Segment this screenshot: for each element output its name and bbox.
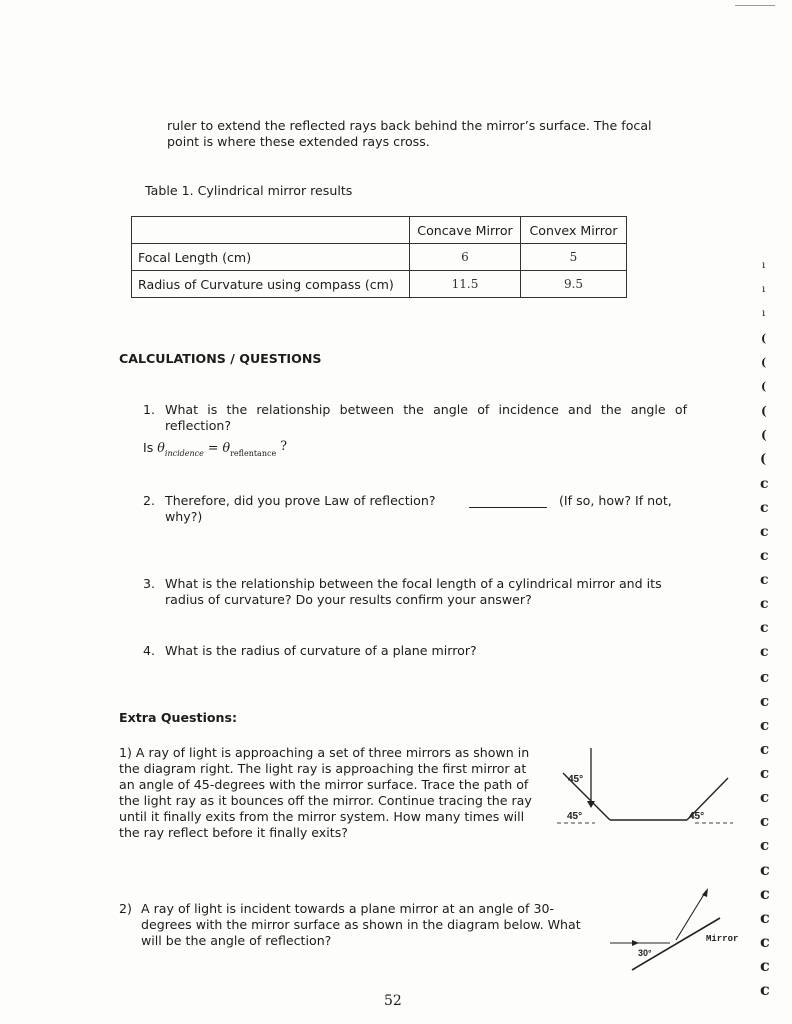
extra-1-line-4: the light ray as it bounces off the mirror. Continue tracing the ray (119, 793, 532, 808)
cell-radius-convex: 9.5 (521, 271, 627, 298)
binder-marks (758, 250, 782, 1020)
binder-mark: c (760, 956, 770, 975)
cell-radius-concave: 11.5 (410, 271, 521, 298)
extra-2-number: 2) (119, 901, 132, 916)
margin-rule (735, 5, 775, 6)
label-mirror: Mirror (706, 934, 739, 944)
q3-line-2: radius of curvature? Do your results confirm your answer? (165, 592, 532, 607)
incident-ray-arrow (632, 940, 639, 946)
eq-question-mark: ? (280, 438, 287, 453)
q2-line-2: why?) (165, 509, 203, 524)
label-45-right: 45° (689, 811, 705, 822)
extra-1-line-5: until it finally exits from the mirror system. How many times will (119, 809, 525, 824)
q2-line-1a: Therefore, did you prove Law of reflection? (165, 493, 436, 508)
binder-mark: c (760, 548, 769, 564)
q3-number: 3. (143, 576, 156, 591)
binder-mark: ı (762, 308, 766, 319)
table-row (132, 244, 627, 271)
binder-mark: ( (761, 356, 767, 369)
table-header-blank (132, 217, 410, 244)
plane-mirror-diagram (610, 885, 760, 975)
extra-2-line-2: degrees with the mirror surface as shown in the diagram below. What (141, 917, 581, 932)
intro-line-2: point is where these extended rays cross. (167, 134, 430, 149)
label-45-top: 45° (568, 774, 584, 785)
row-label-focal: Focal Length (cm) (132, 244, 410, 271)
binder-mark: ( (760, 452, 767, 467)
cell-focal-convex: 5 (521, 244, 627, 271)
table-caption: Table 1. Cylindrical mirror results (145, 183, 353, 198)
cell-focal-concave: 6 (410, 244, 521, 271)
binder-mark: c (760, 500, 769, 516)
intro-line-1: ruler to extend the reflected rays back behind the mirror’s surface. The focal (167, 118, 652, 133)
extra-title: Extra Questions: (119, 710, 238, 725)
binder-mark: c (760, 860, 770, 879)
extra-1-line-2: the diagram right. The light ray is approaching the first mirror at (119, 761, 527, 776)
label-45-left: 45° (567, 811, 583, 822)
eq-theta-reflection: θ (222, 440, 231, 455)
results-table (131, 216, 627, 298)
eq-is: Is (143, 440, 154, 455)
extra-1-line-1: 1) A ray of light is approaching a set of three mirrors as shown in (119, 745, 530, 760)
q1-number: 1. (143, 402, 156, 417)
binder-mark: c (760, 788, 770, 806)
binder-mark: c (760, 668, 770, 686)
table-header-row (132, 217, 627, 244)
binder-mark: c (760, 644, 769, 660)
extra-question-1 (119, 745, 532, 841)
extra-2-line-3: will be the angle of reflection? (141, 933, 332, 948)
reflected-ray (676, 891, 706, 940)
binder-mark: c (760, 476, 769, 492)
binder-mark: c (760, 812, 770, 830)
eq-theta-incidence: θ (157, 440, 165, 455)
table-row (132, 271, 627, 298)
binder-mark: c (760, 884, 770, 903)
section-title: CALCULATIONS / QUESTIONS (119, 351, 322, 366)
binder-mark: c (760, 692, 770, 710)
binder-mark: c (760, 980, 770, 999)
binder-mark: ı (762, 260, 766, 271)
binder-mark: c (760, 764, 770, 782)
binder-mark: ( (761, 404, 767, 418)
table-header-convex: Convex Mirror (521, 217, 627, 244)
extra-1-line-3: an angle of 45-degrees with the mirror surface. Trace the path of (119, 777, 529, 792)
intro-text (167, 118, 652, 150)
extra-1-line-6: the ray reflect before it finally exits? (119, 825, 348, 840)
eq-sub-incidence: incidence (164, 449, 204, 458)
q2-answer-blank[interactable] (469, 507, 547, 508)
binder-mark: c (760, 932, 770, 951)
q4-line-1: What is the radius of curvature of a plane mirror? (165, 643, 477, 658)
binder-mark: c (760, 572, 769, 588)
label-30-degrees: 30° (638, 948, 652, 958)
q1-line-1: What is the relationship between the angle of incidence and the angle of (165, 402, 687, 417)
q3-line-1: What is the relationship between the focal length of a cylindrical mirror and its (165, 576, 662, 591)
row-label-radius: Radius of Curvature using compass (cm) (132, 271, 410, 298)
binder-mark: c (760, 596, 769, 612)
extra-question-2 (141, 901, 581, 949)
three-mirror-diagram (555, 745, 735, 835)
binder-mark: ( (761, 380, 767, 393)
binder-mark: c (760, 740, 770, 758)
table-header-concave: Concave Mirror (410, 217, 521, 244)
eq-sub-reflection: reflentance (230, 449, 277, 458)
binder-mark: c (760, 836, 770, 854)
binder-mark: ( (761, 332, 767, 345)
binder-mark: ( (761, 428, 767, 442)
q4-number: 4. (143, 643, 156, 658)
binder-mark: c (760, 716, 770, 734)
q1-equation (143, 438, 287, 458)
q2-line-1b: (If so, how? If not, (559, 493, 672, 508)
eq-equals: = (207, 440, 219, 455)
binder-mark: c (760, 524, 769, 540)
q1-line-2: reflection? (165, 418, 232, 433)
q2-number: 2. (143, 493, 156, 508)
plane-mirror-line (632, 918, 720, 970)
binder-mark: c (760, 908, 770, 927)
page-number: 52 (384, 993, 402, 1009)
binder-mark: c (760, 620, 769, 636)
binder-mark: ı (762, 284, 766, 295)
extra-2-line-1: A ray of light is incident towards a plane mirror at an angle of 30- (141, 901, 555, 916)
